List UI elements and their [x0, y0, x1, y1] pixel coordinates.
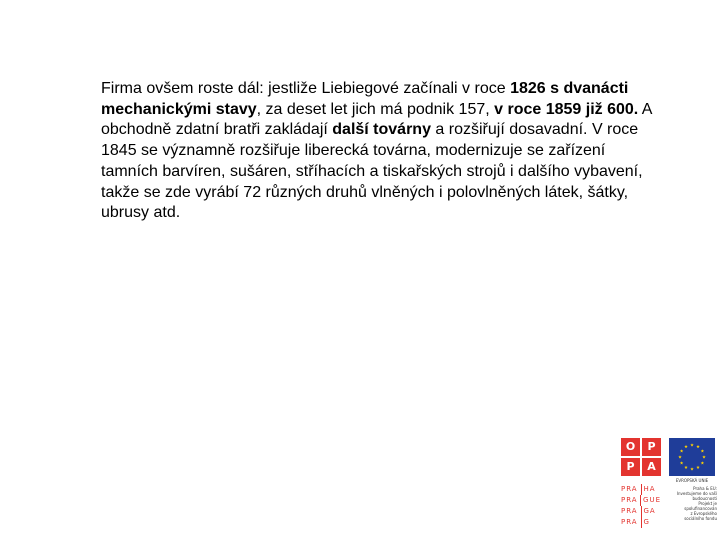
- praha-text: PRA: [621, 485, 638, 493]
- sponsor-logos: [621, 438, 716, 528]
- eu-desc-line: z Evropského: [690, 511, 717, 516]
- praha-row: [621, 484, 661, 495]
- text-segment: Firma ovšem roste dál: jestliže Liebiegové začínali v roce: [101, 80, 511, 97]
- praha-divider: [641, 517, 642, 528]
- text-bold-segment: v roce 1859 již 600.: [494, 100, 639, 118]
- opp-logo: [621, 438, 661, 478]
- praha-text: GUE: [643, 496, 661, 504]
- opp-letter: A: [642, 458, 661, 476]
- praha-text: G: [643, 518, 650, 526]
- text-segment: , za deset let jich má podnik 157,: [256, 100, 495, 118]
- praha-divider: [641, 506, 642, 517]
- text-bold-segment: 1826 s dvanácti mechanickými stavy: [101, 80, 629, 118]
- praha-text: PRA: [621, 507, 638, 515]
- praha-row: [621, 495, 661, 506]
- praha-divider: [641, 484, 642, 495]
- eu-desc-line: spolufinancován: [684, 506, 717, 511]
- praha-row: [621, 517, 661, 528]
- opp-letter: P: [642, 438, 661, 456]
- text-bold-segment: další továrny: [332, 121, 431, 139]
- eu-flag-icon: [669, 438, 715, 476]
- praha-row: [621, 506, 661, 517]
- eu-caption: EVROPSKÁ UNIE: [675, 478, 709, 483]
- praha-text: GA: [643, 507, 656, 515]
- eu-desc-line: budoucnosti: [692, 496, 717, 501]
- praha-text: PRA: [621, 518, 638, 526]
- opp-letter: O: [621, 438, 640, 456]
- eu-desc-line: Projekt je: [698, 501, 717, 506]
- eu-desc-line: Praha & EU:: [693, 486, 717, 491]
- eu-desc-line: Investujeme do vaší: [676, 491, 717, 496]
- praha-divider: [640, 495, 641, 506]
- praha-text: HA: [643, 485, 656, 493]
- opp-letter: P: [621, 458, 640, 476]
- eu-description: [667, 486, 717, 521]
- eu-desc-line: sociálního fondu: [684, 516, 717, 521]
- praha-logo: [621, 484, 661, 528]
- text-segment: A obchodně zdatní bratři zakládají: [101, 100, 652, 139]
- praha-text: PRA: [621, 496, 638, 504]
- body-paragraph: [101, 79, 656, 224]
- text-segment: a rozšiřují dosavadní. V roce 1845 se významně rozšiřuje liberecká továrna, modernizuje se zařízení tamních barvíren, sušáren, stříhacích a tiskařských strojů i dalšího vybavení, takže se zde vyrábí 72 různých druhů vlněných i polovlněných látek, šátky, ubrusy atd.: [101, 121, 643, 222]
